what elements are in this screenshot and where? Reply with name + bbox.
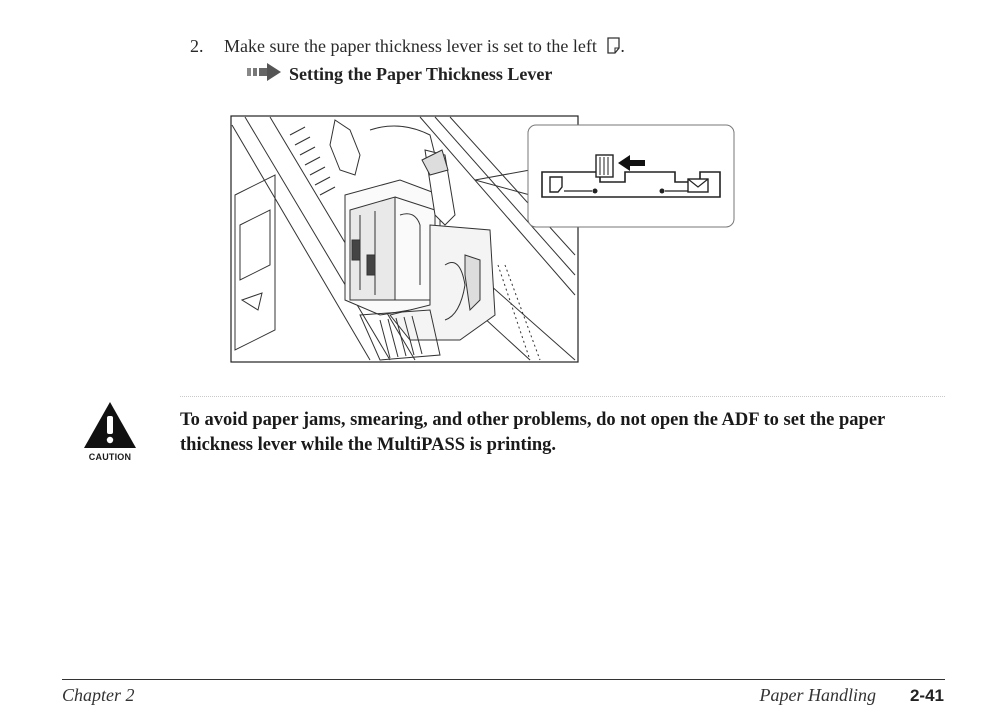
paper-sheet-icon	[607, 37, 620, 59]
step-trailing-period: .	[620, 36, 625, 56]
cross-reference-label: Setting the Paper Thickness Lever	[289, 64, 553, 84]
footer-rule	[62, 679, 945, 680]
step-2	[190, 36, 625, 59]
footer-section: Paper Handling	[759, 685, 876, 705]
right-arrow-icon	[245, 62, 283, 87]
dotted-separator	[180, 396, 945, 399]
caution-label: CAUTION	[88, 452, 132, 462]
footer-chapter: Chapter 2	[62, 685, 135, 705]
caution-text: To avoid paper jams, smearing, and other problems, do not open the ADF to set the paper thickness lever while the MultiPASS is printing.	[180, 410, 885, 455]
cross-reference-link[interactable]	[245, 62, 552, 87]
print-head-carriage-with-thickness-lever	[230, 115, 738, 365]
paper-sheet-icon	[550, 177, 562, 192]
lever-icon	[596, 155, 613, 177]
page-number: 2-41	[909, 686, 944, 705]
printer-illustration	[230, 115, 738, 365]
step-number: 2.	[190, 36, 204, 56]
envelope-icon	[688, 179, 708, 192]
step-text: Make sure the paper thickness lever is set to the left	[224, 36, 597, 56]
footer-right	[759, 685, 944, 706]
caution-badge	[80, 398, 140, 468]
